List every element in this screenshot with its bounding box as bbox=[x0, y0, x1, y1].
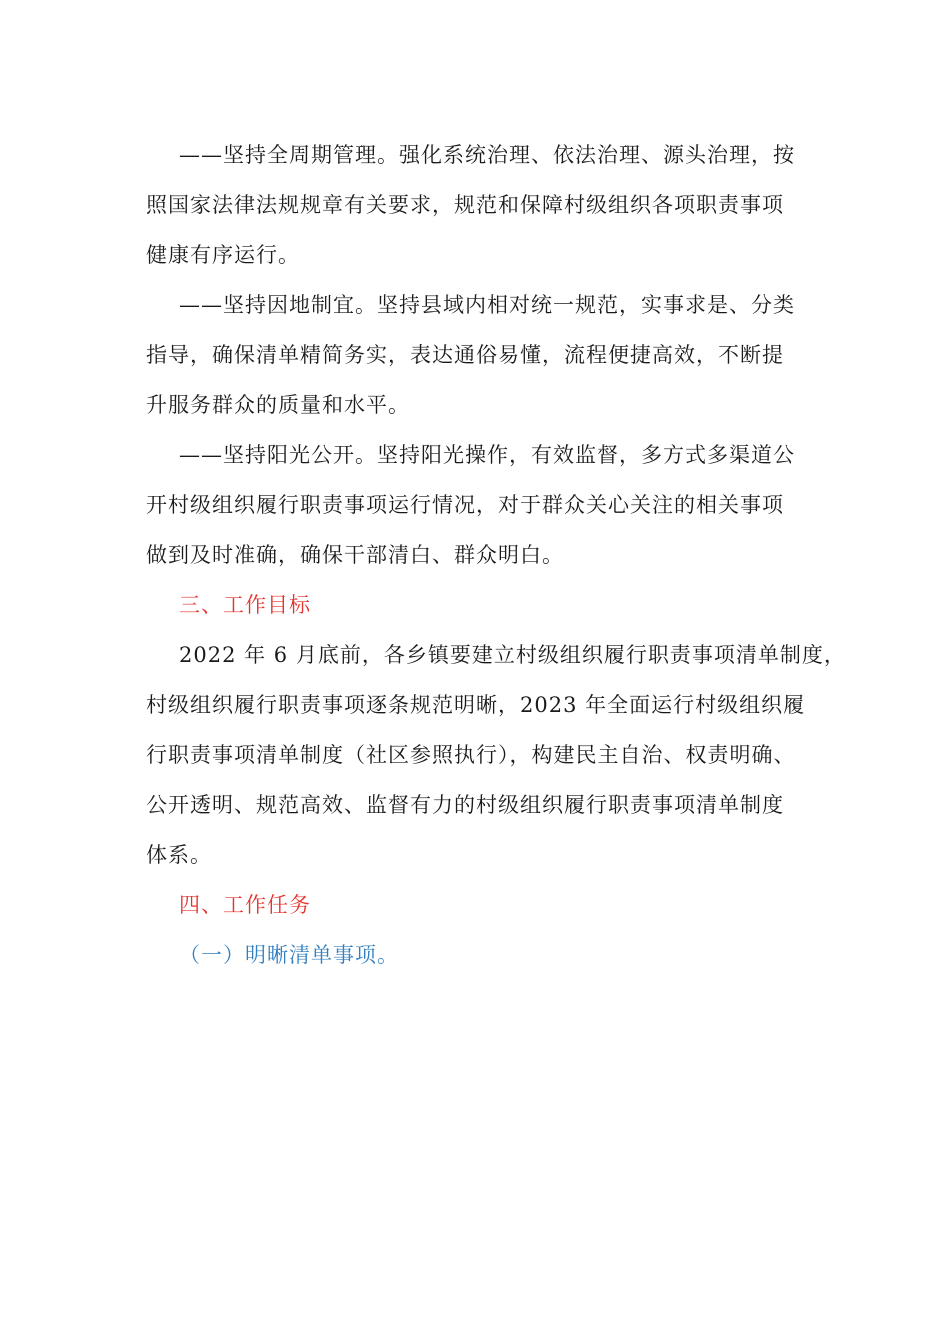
text-line: 体系。 bbox=[146, 843, 212, 867]
text-line: 健康有序运行。 bbox=[146, 243, 300, 267]
heading-text: 四、工作任务 bbox=[179, 893, 311, 917]
text-line: 公开透明、规范高效、监督有力的村级组织履行职责事项清单制度 bbox=[146, 793, 784, 817]
text-line: 升服务群众的质量和水平。 bbox=[146, 393, 410, 417]
text-line: 照国家法律法规规章有关要求，规范和保障村级组织各项职责事项 bbox=[146, 193, 784, 217]
paragraph-local-conditions bbox=[146, 280, 816, 430]
text-line: ——坚持因地制宜。坚持县域内相对统一规范，实事求是、分类 bbox=[179, 293, 795, 317]
document-body bbox=[146, 130, 846, 980]
text-line: ——坚持阳光公开。坚持阳光操作，有效监督，多方式多渠道公 bbox=[179, 443, 795, 467]
paragraph-transparency bbox=[146, 430, 816, 580]
subsection-heading-clarify-list bbox=[146, 930, 816, 980]
text-line: 2022 年 6 月底前，各乡镇要建立村级组织履行职责事项清单制度， bbox=[179, 643, 846, 667]
text-line: ——坚持全周期管理。强化系统治理、依法治理、源头治理，按 bbox=[179, 143, 795, 167]
text-line: 做到及时准确，确保干部清白、群众明白。 bbox=[146, 543, 564, 567]
paragraph-work-goals bbox=[146, 630, 846, 880]
text-line: 村级组织履行职责事项逐条规范明晰，2023 年全面运行村级组织履 bbox=[146, 693, 806, 717]
paragraph-full-cycle-management bbox=[146, 130, 816, 280]
text-line: 行职责事项清单制度（社区参照执行），构建民主自治、权责明确、 bbox=[146, 743, 796, 767]
text-line: 开村级组织履行职责事项运行情况，对于群众关心关注的相关事项 bbox=[146, 493, 784, 517]
section-heading-work-goals bbox=[146, 580, 816, 630]
heading-text: 三、工作目标 bbox=[179, 593, 311, 617]
text-line: 指导，确保清单精简务实，表达通俗易懂，流程便捷高效，不断提 bbox=[146, 343, 784, 367]
section-heading-work-tasks bbox=[146, 880, 816, 930]
heading-text: （一）明晰清单事项。 bbox=[179, 943, 399, 967]
